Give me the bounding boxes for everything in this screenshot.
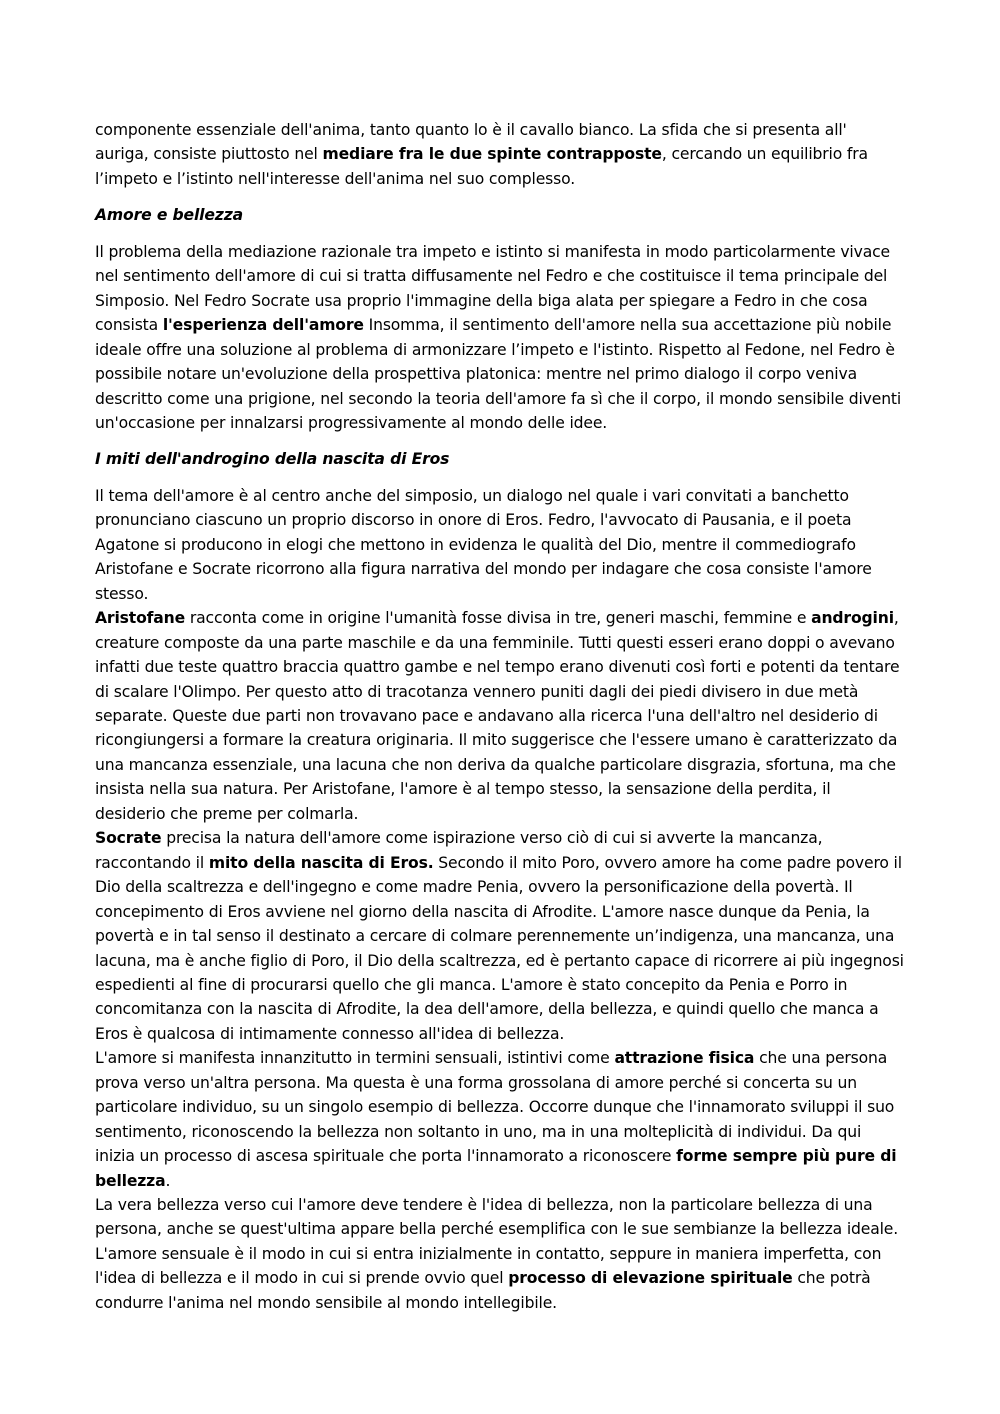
text-run: precisa la natura dell'amore come ispirazione verso ciò di cui si avverte la mancanza, raccontando il [95,829,823,872]
paragraph-mediazione [95,240,904,436]
paragraph-aristofane [95,606,904,826]
bold-phrase: attrazione fisica [614,1049,755,1068]
text-run: , creature composte da una parte maschile e da una femminile. Tutti questi esseri erano doppi o avevano infatti due teste quattro braccia quattro gambe e nel tempo erano divenuti così forti e potenti da tentare di scalare l'Olimpo. Per questo atto di tracotanza vennero puniti dagli dei piedi divisero in due metà separate. Queste due parti non trovavano pace e andavano alla ricerca l'una dell'altro nel desiderio di ricongiungersi a formare la creatura originaria. Il mito suggerisce che l'essere umano è caratterizzato da una mancanza essenziale, una lacuna che non deriva da qualche particolare disgrazia, sfortuna, ma che insista nella sua natura. Per Aristofane, l'amore è al tempo stesso, la sensazione della perdita, il desiderio che preme per colmarla. [95,609,900,823]
paragraph-auriga [95,118,904,191]
bold-phrase: Aristofane [95,609,186,628]
text-run: . [165,1171,171,1190]
text-run: L'amore sensuale è il modo in cui si entra inizialmente in contatto, seppure in maniera imperfetta, con l'idea di bellezza e il modo in cui si prende ovvio quel [95,1244,882,1288]
text-run: racconta come in origine l'umanità fosse divisa in tre, generi maschi, femmine e [185,609,812,628]
paragraph-socrate [95,826,904,1046]
text-run: Secondo il mito Poro, ovvero amore ha come padre povero il Dio della scaltrezza e dell'ingegno e come madre Penia, ovvero la personificazione della povertà. Il concepimento di Eros avviene nel giorno della nascita di Afrodite. L'amore nasce dunque da Penia, la povertà e in tal senso il destinato a cercare di colmare perennemente un’indigenza, una mancanza, una lacuna, ma è anche figlio di Poro, il Dio della scaltrezza, ed è pertanto capace di ricorrere ai più ingegnosi espedienti al fine di procurarsi quello che gli manca. L'amore è stato concepito da Penia e Porro in concomitanza con la nascita di Afrodite, la dea dell'amore, della bellezza, e quindi quello che manca a Eros è qualcosa di intimamente connesso all'idea di bellezza. [95,853,904,1043]
section-heading-miti: I miti dell'androgino della nascita di Eros [95,450,450,469]
text-run: Il problema della mediazione razionale tra impeto e istinto si manifesta in modo particolarmente vivace nel sentimento dell'amore di cui si tratta diffusamente nel Fedro e che costituisce il tema principale del Simposio. Nel Fedro Socrate usa proprio l'immagine della biga alata per spiegare a Fedro in che cosa consista [95,242,890,335]
bold-phrase: mediare fra le due spinte contrapposte [322,145,662,164]
bold-phrase: processo di elevazione spirituale [508,1269,793,1288]
bold-phrase: mito della nascita di Eros. [208,853,434,872]
paragraph-vera-bellezza: La vera bellezza verso cui l'amore deve tendere è l'idea di bellezza, non la particolare bellezza di una persona, anche se quest'ultima appare bella perché esemplifica con le sue sembianze la bellezza ideale. [95,1196,899,1239]
text-run: che una persona prova verso un'altra persona. Ma questa è una forma grossolana di amore perché si concerta su un particolare individuo, su un singolo esempio di bellezza. Occorre dunque che l'innamorato sviluppi il suo sentimento, riconoscendo la bellezza non soltanto in uno, ma in una molteplicità di individui. Da qui inizia un processo di ascesa spirituale che porta l'innamorato a riconoscere [95,1049,895,1166]
bold-phrase: androgini [811,609,894,628]
text-run: L'amore si manifesta innanzitutto in termini sensuali, istintivi come [95,1049,615,1068]
text-run: Insomma, il sentimento dell'amore nella sua accettazione più nobile ideale offre una soluzione al problema di armonizzare l’impeto e l'istinto. Rispetto al Fedone, nel Fedro è possibile notare un'evoluzione della prospettiva platonica: mentre nel primo dialogo il corpo veniva descritto come una prigione, nel secondo la teoria dell'amore fa sì che il corpo, il mondo sensibile diventi un'occasione per innalzarsi progressivamente al mondo delle idee. [95,316,902,432]
bold-phrase: l'esperienza dell'amore [162,316,364,335]
paragraph-simposio: Il tema dell'amore è al centro anche del simposio, un dialogo nel quale i vari convitati a banchetto pronunciano ciascuno un proprio discorso in onore di Eros. Fedro, l'avvocato di Pausania, e il poeta Agatone si producono in elogi che mettono in evidenza le qualità del Dio, mentre il commediografo Aristofane e Socrate ricorrono alla figura narrativa del mondo per indagare che cosa consiste l'amore stesso. [95,486,872,603]
paragraph-amore-sensuale [95,1242,904,1315]
section-heading-amore-bellezza: Amore e bellezza [95,206,244,225]
text-run: , cercando un equilibrio fra l’impeto e l’istinto nell'interesse dell'anima nel suo complesso. [95,145,868,188]
bold-phrase: forme sempre più pure di bellezza [95,1147,897,1190]
paragraph-attrazione [95,1046,904,1193]
bold-phrase: Socrate [95,829,162,848]
text-run: che potrà condurre l'anima nel mondo sensibile al mondo intellegibile. [95,1269,871,1312]
text-run: componente essenziale dell'anima, tanto quanto lo è il cavallo bianco. La sfida che si presenta all' auriga, consiste piuttosto nel [95,121,847,164]
